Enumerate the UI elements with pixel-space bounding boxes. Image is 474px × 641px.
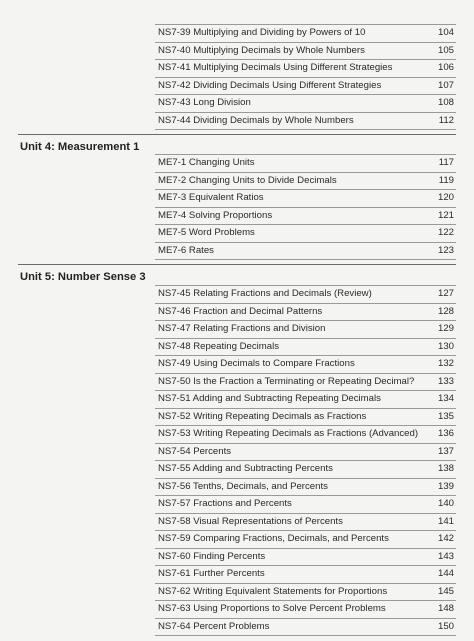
toc-entry-title: NS7-63 Using Proportions to Solve Percent Problems	[158, 603, 386, 614]
toc-entry-title: NS7-61 Further Percents	[158, 568, 265, 579]
toc-row	[155, 225, 456, 243]
toc-entry-page: 128	[437, 305, 454, 317]
toc-row	[155, 514, 456, 532]
toc-row	[155, 60, 456, 78]
toc-entry-title: NS7-58 Visual Representations of Percents	[158, 515, 343, 527]
toc-entry-page: 129	[437, 323, 454, 334]
toc-row	[155, 444, 456, 462]
toc-row	[155, 479, 456, 497]
toc-entry-title: ME7-1 Changing Units	[158, 157, 255, 168]
toc-section-continued	[155, 24, 456, 130]
toc-entry-title: NS7-48 Repeating Decimals	[158, 340, 280, 352]
toc-entry-page: 134	[437, 393, 454, 404]
toc-entry-page: 106	[437, 62, 454, 73]
toc-entry-title: ME7-3 Equivalent Ratios	[158, 192, 264, 203]
toc-row	[155, 566, 456, 584]
toc-entry-page: 123	[437, 244, 454, 256]
toc-entry-page: 144	[437, 568, 454, 579]
toc-entry-page: 150	[437, 620, 454, 632]
toc-row	[155, 43, 456, 61]
toc-section-unit-5	[155, 285, 456, 636]
toc-row	[155, 391, 456, 409]
toc-entry-title: NS7-54 Percents	[158, 445, 232, 457]
toc-entry-page: 148	[437, 603, 454, 614]
toc-entry-title: NS7-56 Tenths, Decimals, and Percents	[158, 480, 328, 492]
toc-row	[155, 461, 456, 479]
toc-entry-title: NS7-41 Multiplying Decimals Using Different Strategies	[158, 62, 393, 73]
toc-section-unit-4	[155, 154, 456, 260]
toc-entry-page: 141	[437, 515, 454, 527]
section-divider	[18, 134, 456, 135]
toc-row	[155, 243, 456, 261]
toc-row	[155, 496, 456, 514]
toc-entry-title: NS7-45 Relating Fractions and Decimals (Review)	[158, 288, 372, 299]
toc-row	[155, 339, 456, 357]
toc-entry-page: 105	[437, 44, 454, 56]
toc-row	[155, 304, 456, 322]
toc-row	[155, 601, 456, 619]
toc-entry-title: NS7-49 Using Decimals to Compare Fractions	[158, 358, 355, 369]
toc-entry-page: 117	[438, 157, 454, 168]
toc-entry-page: 140	[437, 498, 454, 509]
toc-row	[155, 155, 456, 173]
toc-entry-page: 143	[437, 550, 454, 562]
toc-entry-page: 104	[437, 27, 454, 38]
toc-row	[155, 531, 456, 549]
toc-entry-page: 120	[437, 192, 454, 203]
toc-entry-title: NS7-52 Writing Repeating Decimals as Fractions	[158, 410, 367, 422]
toc-entry-page: 112	[438, 114, 454, 126]
toc-row	[155, 356, 456, 374]
toc-entry-page: 130	[437, 340, 454, 352]
toc-row	[155, 584, 456, 602]
toc-entry-title: ME7-6 Rates	[158, 244, 214, 256]
toc-entry-page: 136	[437, 428, 454, 439]
toc-row	[155, 173, 456, 191]
toc-row	[155, 190, 456, 208]
toc-entry-page: 132	[437, 358, 454, 369]
toc-entry-title: NS7-55 Adding and Subtracting Percents	[158, 463, 333, 474]
toc-entry-page: 121	[437, 209, 454, 221]
toc-entry-page: 127	[437, 288, 454, 299]
unit-heading: Unit 5: Number Sense 3	[20, 271, 146, 283]
toc-row	[155, 95, 456, 113]
toc-entry-title: NS7-42 Dividing Decimals Using Different Strategies	[158, 79, 382, 91]
toc-entry-title: NS7-62 Writing Equivalent Statements for Proportions	[158, 585, 388, 597]
toc-entry-title: NS7-46 Fraction and Decimal Patterns	[158, 305, 323, 317]
toc-entry-title: NS7-51 Adding and Subtracting Repeating Decimals	[158, 393, 381, 404]
toc-entry-page: 137	[437, 445, 454, 457]
toc-entry-title: NS7-64 Percent Problems	[158, 620, 270, 632]
toc-entry-page: 108	[437, 97, 454, 108]
toc-entry-title: NS7-60 Finding Percents	[158, 550, 266, 562]
section-divider	[18, 264, 456, 265]
toc-entry-page: 122	[437, 227, 454, 238]
toc-entry-title: NS7-57 Fractions and Percents	[158, 498, 292, 509]
toc-row	[155, 208, 456, 226]
toc-entry-title: ME7-2 Changing Units to Divide Decimals	[158, 174, 337, 186]
toc-row	[155, 409, 456, 427]
toc-entry-page: 133	[437, 375, 454, 387]
toc-row	[155, 286, 456, 304]
toc-row	[155, 426, 456, 444]
toc-entry-title: NS7-53 Writing Repeating Decimals as Fractions (Advanced)	[158, 428, 419, 439]
toc-entry-page: 142	[437, 533, 454, 544]
toc-entry-title: ME7-5 Word Problems	[158, 227, 255, 238]
toc-entry-page: 145	[437, 585, 454, 597]
toc-entry-page: 138	[437, 463, 454, 474]
toc-entry-page: 119	[438, 174, 454, 186]
toc-row	[155, 549, 456, 567]
toc-row	[155, 619, 456, 637]
toc-entry-title: NS7-40 Multiplying Decimals by Whole Numbers	[158, 44, 365, 56]
toc-entry-title: ME7-4 Solving Proportions	[158, 209, 273, 221]
toc-entry-page: 135	[437, 410, 454, 422]
toc-entry-title: NS7-43 Long Division	[158, 97, 251, 108]
unit-heading: Unit 4: Measurement 1	[20, 141, 140, 153]
toc-entry-title: NS7-47 Relating Fractions and Division	[158, 323, 326, 334]
toc-row	[155, 113, 456, 131]
toc-entry-title: NS7-44 Dividing Decimals by Whole Numbers	[158, 114, 354, 126]
toc-row	[155, 25, 456, 43]
toc-entry-title: NS7-50 Is the Fraction a Terminating or Repeating Decimal?	[158, 375, 415, 387]
toc-entry-page: 139	[437, 480, 454, 492]
toc-row	[155, 78, 456, 96]
toc-row	[155, 374, 456, 392]
toc-row	[155, 321, 456, 339]
toc-entry-title: NS7-59 Comparing Fractions, Decimals, and Percents	[158, 533, 389, 544]
toc-entry-page: 107	[437, 79, 454, 91]
toc-entry-title: NS7-39 Multiplying and Dividing by Powers of 10	[158, 27, 366, 38]
